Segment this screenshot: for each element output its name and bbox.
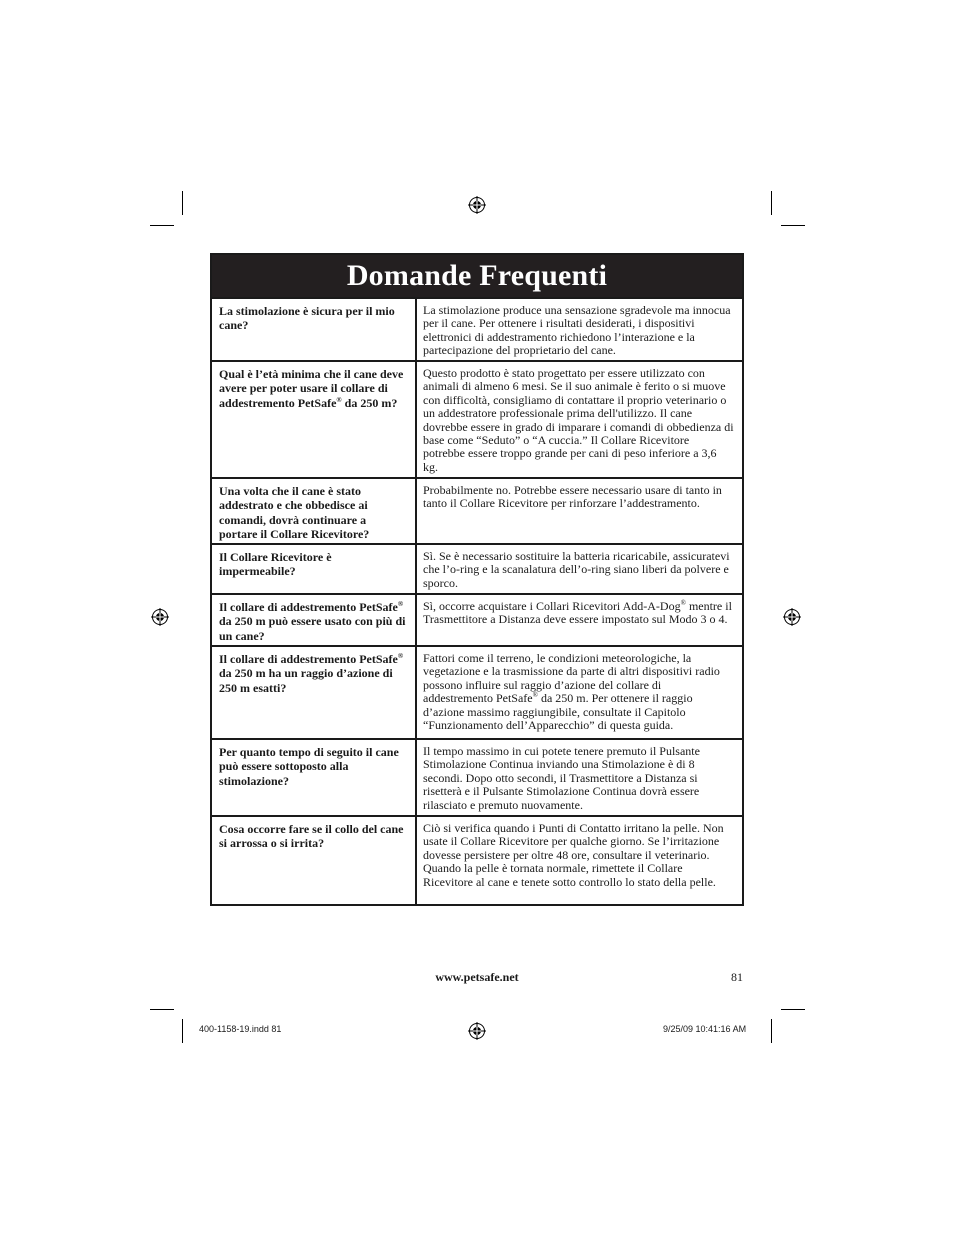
faq-answer: Probabilmente no. Potrebbe essere necessario usare di tanto in tanto il Collare Ricevitore per rinforzare l’addestramento. xyxy=(423,483,722,511)
faq-answer: Il tempo massimo in cui potete tenere premuto il Pulsante Stimolazione Continua inviando una Stimolazione è di 8 secondi. Dopo otto secondi, il Trasmettitore a Distanza si risetterà e il Pulsante Stimolazione Continua dovrà essere rilasciato e premuto nuovamente. xyxy=(423,744,700,812)
faq-question: Il collare di addestremento PetSafe® da 250 m può essere usato con più di un cane? xyxy=(212,595,417,645)
faq-question: Qual è l’età minima che il cane deve avere per poter usare il collare di addestremento PetSafe® da 250 m? xyxy=(212,362,417,477)
registration-target-icon xyxy=(151,608,169,626)
website-url[interactable]: www.petsafe.net xyxy=(435,970,519,984)
crop-mark xyxy=(150,225,174,226)
faq-row xyxy=(212,593,742,645)
faq-answer: Sì. Se è necessario sostituire la batteria ricaricabile, assicuratevi che l’o-ring e la scanalatura dell’o-ring siano liberi da polvere e sporco. xyxy=(423,549,730,590)
registration-target-icon xyxy=(468,196,486,214)
faq-question: Il Collare Ricevitore è impermeabile? xyxy=(212,545,417,593)
faq-answer: Ciò si verifica quando i Punti di Contatto irritano la pelle. Non usate il Collare Ricevitore per qualche giorno. Se l’irritazione dovesse persistere per oltre 48 ore, consultare il veterinario. Quando la pelle è tornata normale, rimettete il Collare Ricevitore al cane e tenete sotto controllo lo stato della pelle. xyxy=(423,821,724,889)
faq-answer: Sì, occorre acquistare i Collari Ricevitori Add-A-Dog® mentre il Trasmettitore a Distanza deve essere impostato sul Modo 3 o 4. xyxy=(423,599,732,627)
crop-mark xyxy=(771,1019,772,1043)
page-title: Domande Frequenti xyxy=(212,255,742,297)
faq-question: Il collare di addestremento PetSafe® da 250 m ha un raggio d’azione di 250 m esatti? xyxy=(212,647,417,738)
faq-row xyxy=(212,645,742,738)
page-number: 81 xyxy=(731,970,743,984)
slug-timestamp: 9/25/09 10:41:16 AM xyxy=(663,1024,747,1034)
faq-answer: La stimolazione produce una sensazione sgradevole ma innocua per il cane. Per ottenere i risultati desiderati, i dispositivi elettronici di addestramento richiedono l’interazione e la partecipazione del proprietario del cane. xyxy=(423,303,731,358)
faq-row xyxy=(212,815,742,904)
crop-mark xyxy=(781,225,805,226)
faq-question: Una volta che il cane è stato addestrato e che obbedisce ai comandi, dovrà continuare a portare il Collare Ricevitore? xyxy=(212,479,417,543)
crop-mark xyxy=(781,1009,805,1010)
crop-mark xyxy=(150,1009,174,1010)
faq-row xyxy=(212,297,742,360)
registration-target-icon xyxy=(468,1022,486,1040)
crop-mark xyxy=(182,191,183,215)
faq-answer: Questo prodotto è stato progettato per essere utilizzato con animali di almeno 6 mesi. Se il suo animale è ferito o si muove con difficoltà, consigliamo di contattare il proprio veterinario o un addestratore professionale prima dell'utilizzo. Il cane dovrebbe essere in grado di imparare i comandi di obbedienza di base come “Seduto” o “A cuccia.” Il Collare Ricevitore potrebbe essere troppo grande per cani di peso inferiore a 3,6 kg. xyxy=(423,366,734,474)
faq-table xyxy=(210,253,744,906)
slug-filename: 400-1158-19.indd 81 xyxy=(199,1024,282,1034)
faq-row xyxy=(212,738,742,815)
faq-question: La stimolazione è sicura per il mio cane? xyxy=(212,299,417,360)
crop-mark xyxy=(182,1019,183,1043)
crop-mark xyxy=(771,191,772,215)
faq-question: Cosa occorre fare se il collo del cane si arrossa o si irrita? xyxy=(212,817,417,904)
faq-row xyxy=(212,360,742,477)
faq-row xyxy=(212,543,742,593)
faq-answer: Fattori come il terreno, le condizioni meteorologiche, la vegetazione e la trasmissione da parte di altri dispositivi radio possono influire sul raggio d’azione del collare di addestremento PetSafe® da 250 m. Per ottenere il raggio d’azione massimo raggiungibile, consultate il Capitolo “Funzionamento dell’Apparecchio” di questa guida. xyxy=(423,651,720,733)
registration-target-icon xyxy=(783,608,801,626)
faq-question: Per quanto tempo di seguito il cane può essere sottoposto alla stimolazione? xyxy=(212,740,417,815)
faq-row xyxy=(212,477,742,543)
